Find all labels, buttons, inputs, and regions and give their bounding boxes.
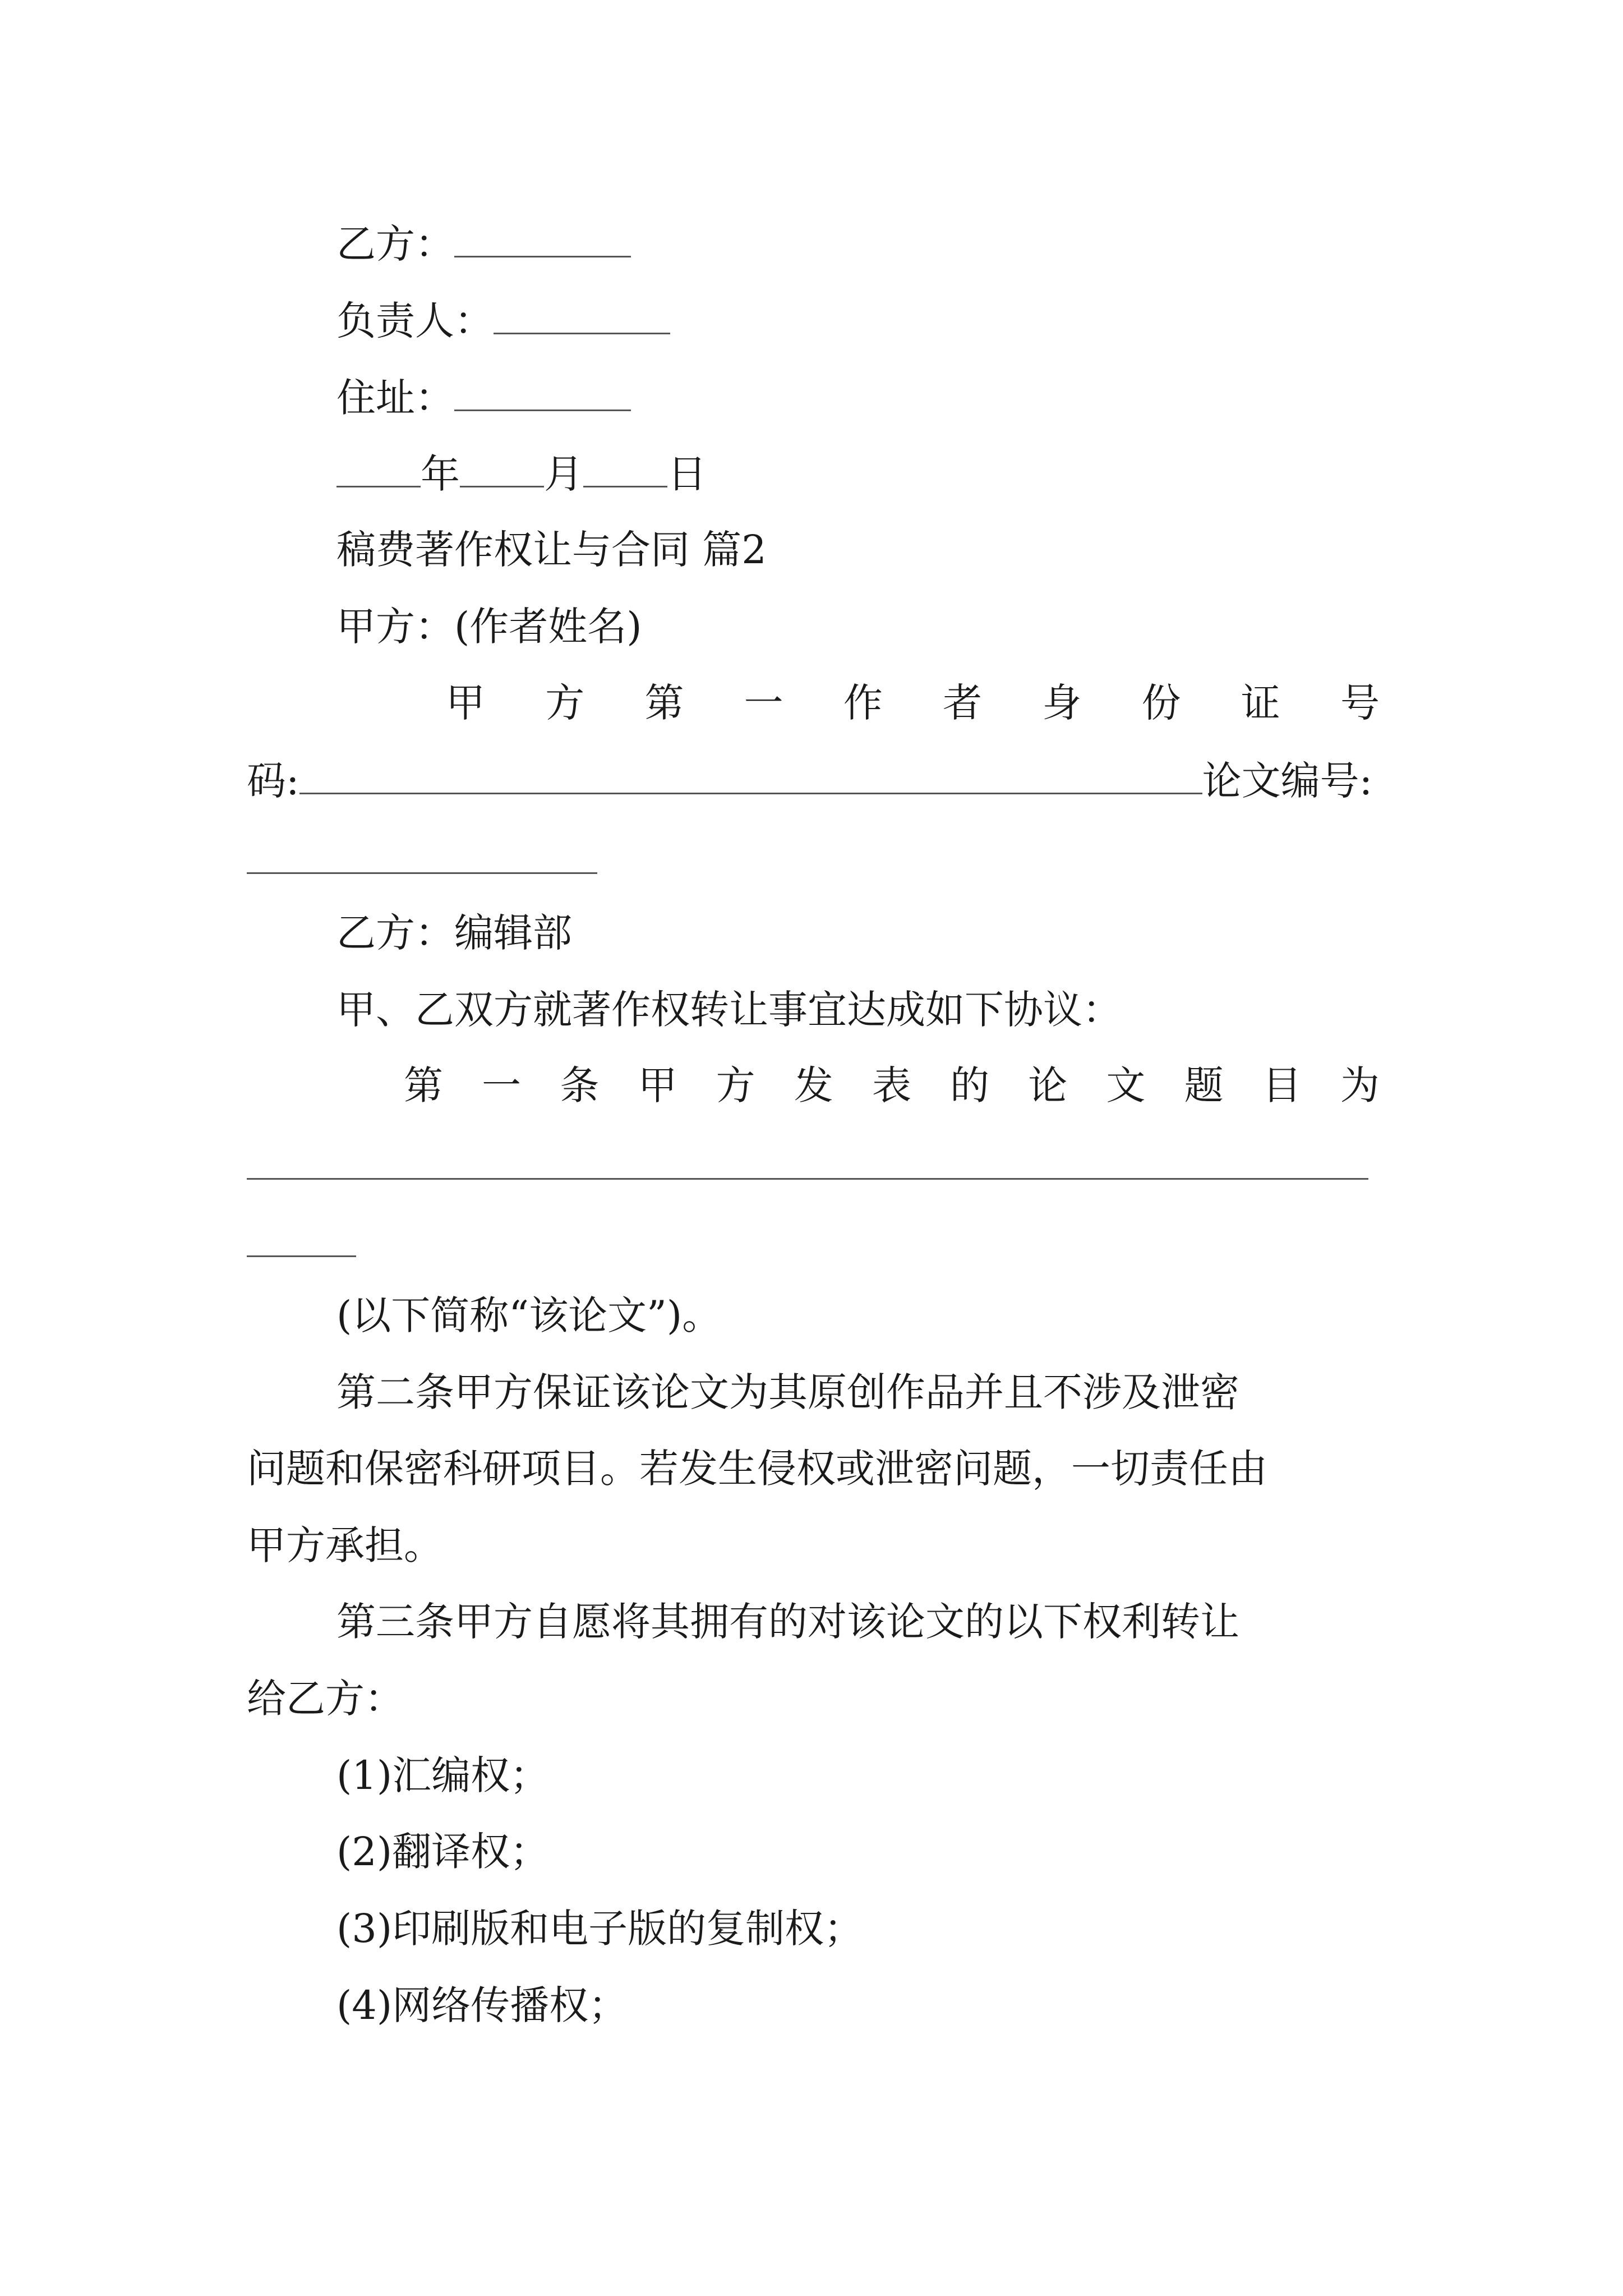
right-item: (3)印刷版和电子版的复制权； [336, 1906, 864, 1952]
article1-char: 论 [1028, 1062, 1068, 1108]
paper-number-label: 论文编号: [1202, 758, 1373, 804]
party-b-blank [454, 223, 631, 257]
article1-char: 文 [1106, 1062, 1146, 1108]
article1-char: 第 [404, 1062, 443, 1108]
id-char: 甲 [446, 680, 485, 726]
article1-char: 条 [560, 1062, 600, 1108]
id-line-end: 码: [247, 758, 299, 804]
address-label: 住址： [336, 375, 454, 421]
article1-line [404, 1062, 1380, 1108]
responsible-row [336, 298, 670, 344]
party-b-label: 乙方： [336, 221, 454, 267]
right-item: (2)翻译权； [336, 1829, 550, 1875]
article1-char: 的 [950, 1062, 990, 1108]
id-char: 一 [744, 680, 783, 726]
article2-line-2: 问题和保密科研项目。若发生侵权或泄密问题，一切责任由 [247, 1446, 1267, 1492]
date-row [336, 451, 707, 497]
day-blank [583, 453, 667, 487]
article2-line-1: 第二条甲方保证该论文为其原创作品并且不涉及泄密 [336, 1369, 1239, 1415]
article3-line-1: 第三条甲方自愿将其拥有的对该论文的以下权利转让 [336, 1599, 1239, 1645]
title-blank-line-2 [247, 1255, 356, 1257]
month-label: 月 [544, 451, 583, 497]
article1-char: 发 [794, 1062, 833, 1108]
id-char: 证 [1241, 680, 1280, 726]
year-blank [336, 453, 421, 487]
id-char: 作 [843, 680, 883, 726]
article1-char: 方 [716, 1062, 755, 1108]
right-item: (4)网络传播权； [336, 1982, 628, 2028]
id-number-line [446, 680, 1380, 726]
article2-line-3: 甲方承担。 [247, 1522, 443, 1568]
responsible-label: 负责人： [336, 298, 494, 344]
day-label: 日 [667, 451, 707, 497]
party-b-row [336, 221, 631, 267]
article1-char: 为 [1340, 1062, 1380, 1108]
article1-char: 甲 [638, 1062, 677, 1108]
address-row [336, 375, 631, 421]
id-paper-line [247, 758, 1380, 804]
responsible-blank [494, 300, 670, 334]
article3-line-2: 给乙方： [247, 1676, 404, 1722]
article1-char: 题 [1184, 1062, 1224, 1108]
article1-char: 一 [482, 1062, 522, 1108]
year-label: 年 [421, 451, 460, 497]
party-b-editorial: 乙方：编辑部 [336, 910, 572, 956]
paper-number-blank [247, 872, 597, 874]
party-a-line: 甲方：(作者姓名) [336, 604, 642, 650]
id-number-blank [299, 760, 1202, 794]
id-char: 号 [1340, 680, 1380, 726]
id-char: 份 [1141, 680, 1181, 726]
article1-char: 表 [872, 1062, 911, 1108]
id-char: 者 [943, 680, 983, 726]
id-char: 第 [644, 680, 684, 726]
address-blank [454, 377, 631, 411]
month-blank [460, 453, 544, 487]
article1-tail: (以下简称“该论文”)。 [336, 1292, 722, 1338]
contract-heading: 稿费著作权让与合同 篇2 [336, 527, 767, 573]
id-char: 身 [1042, 680, 1082, 726]
id-char: 方 [545, 680, 585, 726]
article1-char: 目 [1262, 1062, 1302, 1108]
title-blank-line-1 [247, 1178, 1368, 1180]
agreement-intro: 甲、乙双方就著作权转让事宜达成如下协议： [336, 987, 1122, 1033]
right-item: (1)汇编权； [336, 1752, 550, 1798]
